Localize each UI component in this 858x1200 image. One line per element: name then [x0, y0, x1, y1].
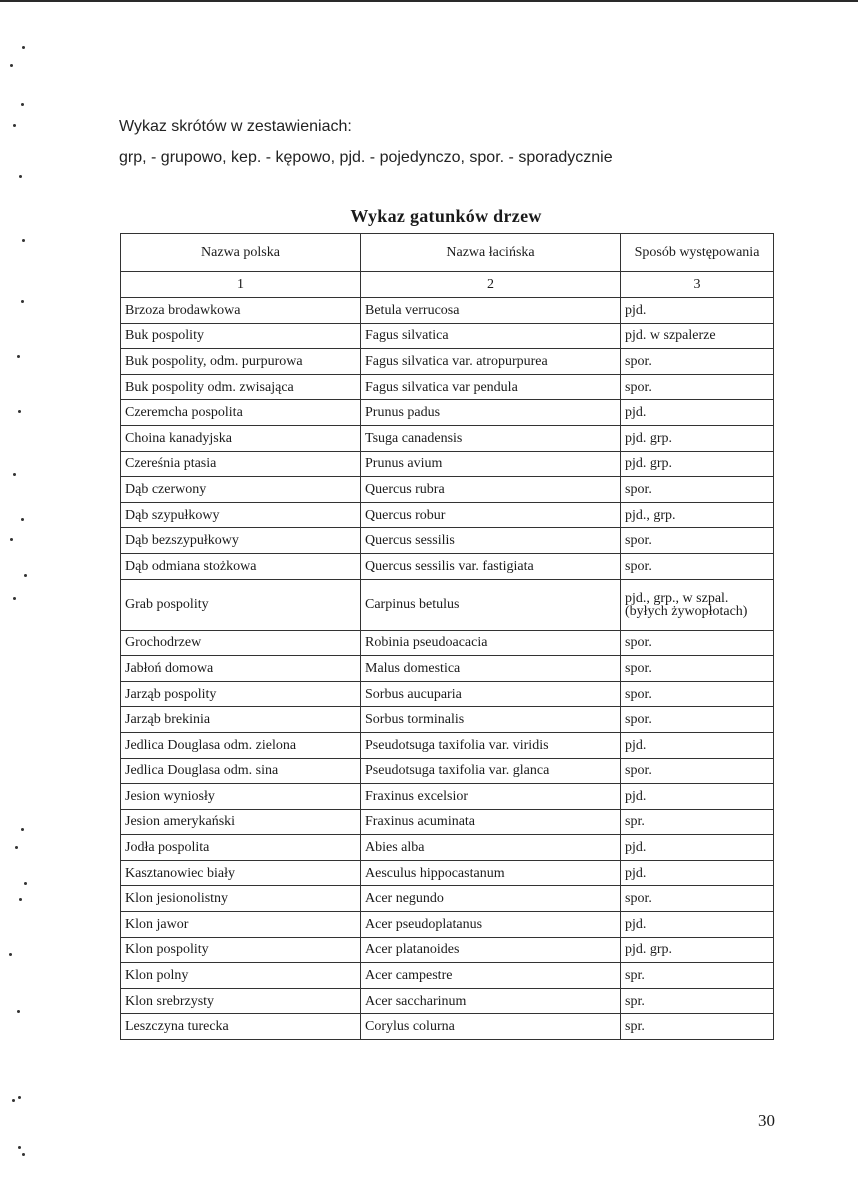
abbreviations-title: Wykaz skrótów w zestawieniach:	[119, 118, 352, 135]
scan-speck	[21, 300, 24, 303]
scan-speck	[17, 355, 20, 358]
polish-name-cell: Buk pospolity odm. zwisająca	[121, 374, 361, 400]
polish-name-cell: Jabłoń domowa	[121, 656, 361, 682]
species-table	[120, 233, 774, 1040]
table-row	[121, 400, 774, 426]
polish-name-cell: Buk pospolity	[121, 323, 361, 349]
occurrence-cell: pjd.	[621, 835, 774, 861]
column-number-row	[121, 272, 774, 298]
occurrence-cell: pjd. w szpalerze	[621, 323, 774, 349]
occurrence-cell: pjd. grp.	[621, 451, 774, 477]
polish-name-cell: Klon polny	[121, 963, 361, 989]
latin-name-cell: Quercus sessilis var. fastigiata	[361, 553, 621, 579]
polish-name-cell: Dąb szypułkowy	[121, 502, 361, 528]
latin-name-cell: Pseudotsuga taxifolia var. glanca	[361, 758, 621, 784]
polish-name-cell: Czereśnia ptasia	[121, 451, 361, 477]
column-number: 3	[621, 272, 774, 298]
polish-name-cell: Jedlica Douglasa odm. sina	[121, 758, 361, 784]
table-row	[121, 298, 774, 324]
scan-speck	[13, 597, 16, 600]
scan-speck	[24, 574, 27, 577]
occurrence-cell: pjd.	[621, 912, 774, 938]
latin-name-cell: Malus domestica	[361, 656, 621, 682]
polish-name-cell: Grochodrzew	[121, 630, 361, 656]
page-number: 30	[758, 1111, 775, 1130]
latin-name-cell: Fraxinus excelsior	[361, 784, 621, 810]
occurrence-cell: spor.	[621, 886, 774, 912]
table-row	[121, 349, 774, 375]
scan-speck	[21, 518, 24, 521]
scan-speck	[18, 1096, 21, 1099]
polish-name-cell: Leszczyna turecka	[121, 1014, 361, 1040]
table-row	[121, 681, 774, 707]
table-row	[121, 835, 774, 861]
occurrence-cell: spor.	[621, 707, 774, 733]
table-row	[121, 502, 774, 528]
scan-speck	[22, 1153, 25, 1156]
latin-name-cell: Acer campestre	[361, 963, 621, 989]
polish-name-cell: Brzoza brodawkowa	[121, 298, 361, 324]
table-row	[121, 553, 774, 579]
latin-name-cell: Quercus rubra	[361, 477, 621, 503]
polish-name-cell: Jarząb brekinia	[121, 707, 361, 733]
latin-name-cell: Corylus colurna	[361, 1014, 621, 1040]
occurrence-cell: pjd., grp., w szpal. (byłych żywopłotach)	[621, 579, 774, 630]
latin-name-cell: Abies alba	[361, 835, 621, 861]
scan-speck	[19, 898, 22, 901]
latin-name-cell: Acer pseudoplatanus	[361, 912, 621, 938]
table-row	[121, 988, 774, 1014]
latin-name-cell: Acer negundo	[361, 886, 621, 912]
scan-speck	[9, 953, 12, 956]
occurrence-cell: pjd.	[621, 400, 774, 426]
table-row	[121, 451, 774, 477]
polish-name-cell: Klon jawor	[121, 912, 361, 938]
polish-name-cell: Dąb czerwony	[121, 477, 361, 503]
occurrence-cell: pjd.	[621, 732, 774, 758]
scan-speck	[21, 103, 24, 106]
table-row	[121, 425, 774, 451]
scan-speck	[12, 1099, 15, 1102]
latin-name-cell: Quercus robur	[361, 502, 621, 528]
latin-name-cell: Acer saccharinum	[361, 988, 621, 1014]
polish-name-cell: Czeremcha pospolita	[121, 400, 361, 426]
table-row	[121, 579, 774, 630]
table-row	[121, 732, 774, 758]
occurrence-cell: pjd. grp.	[621, 425, 774, 451]
header-latin-name: Nazwa łacińska	[361, 234, 621, 272]
occurrence-cell: pjd.	[621, 298, 774, 324]
latin-name-cell: Betula verrucosa	[361, 298, 621, 324]
table-row	[121, 886, 774, 912]
polish-name-cell: Grab pospolity	[121, 579, 361, 630]
occurrence-cell: spor.	[621, 374, 774, 400]
scan-speck	[22, 46, 25, 49]
scan-speck	[18, 410, 21, 413]
header-polish-name: Nazwa polska	[121, 234, 361, 272]
scan-speck	[22, 239, 25, 242]
occurrence-cell: spor.	[621, 553, 774, 579]
column-number: 1	[121, 272, 361, 298]
occurrence-cell: spr.	[621, 1014, 774, 1040]
polish-name-cell: Jesion amerykański	[121, 809, 361, 835]
occurrence-cell: spor.	[621, 630, 774, 656]
occurrence-cell: spor.	[621, 681, 774, 707]
polish-name-cell: Dąb odmiana stożkowa	[121, 553, 361, 579]
table-header-row	[121, 234, 774, 272]
latin-name-cell: Pseudotsuga taxifolia var. viridis	[361, 732, 621, 758]
scan-speck	[19, 175, 22, 178]
scan-speck	[24, 882, 27, 885]
table-row	[121, 323, 774, 349]
table-row	[121, 937, 774, 963]
table-row	[121, 860, 774, 886]
table-row	[121, 758, 774, 784]
occurrence-cell: spr.	[621, 963, 774, 989]
latin-name-cell: Prunus padus	[361, 400, 621, 426]
table-row	[121, 528, 774, 554]
occurrence-cell: pjd.	[621, 784, 774, 810]
species-table-body	[121, 298, 774, 1040]
occurrence-cell: pjd., grp.	[621, 502, 774, 528]
polish-name-cell: Jodła pospolita	[121, 835, 361, 861]
latin-name-cell: Sorbus torminalis	[361, 707, 621, 733]
latin-name-cell: Tsuga canadensis	[361, 425, 621, 451]
occurrence-cell: pjd.	[621, 860, 774, 886]
scan-top-edge	[0, 0, 858, 2]
polish-name-cell: Kasztanowiec biały	[121, 860, 361, 886]
occurrence-cell: spr.	[621, 988, 774, 1014]
latin-name-cell: Fagus silvatica	[361, 323, 621, 349]
latin-name-cell: Acer platanoides	[361, 937, 621, 963]
occurrence-cell: spor.	[621, 656, 774, 682]
scan-speck	[13, 124, 16, 127]
table-row	[121, 1014, 774, 1040]
latin-name-cell: Fagus silvatica var. atropurpurea	[361, 349, 621, 375]
header-occurrence: Sposób występowania	[621, 234, 774, 272]
occurrence-cell: spor.	[621, 477, 774, 503]
scan-speck	[18, 1146, 21, 1149]
table-row	[121, 707, 774, 733]
polish-name-cell: Jarząb pospolity	[121, 681, 361, 707]
polish-name-cell: Dąb bezszypułkowy	[121, 528, 361, 554]
table-row	[121, 784, 774, 810]
scan-speck	[15, 846, 18, 849]
latin-name-cell: Carpinus betulus	[361, 579, 621, 630]
polish-name-cell: Jesion wyniosły	[121, 784, 361, 810]
table-row	[121, 374, 774, 400]
latin-name-cell: Sorbus aucuparia	[361, 681, 621, 707]
latin-name-cell: Prunus avium	[361, 451, 621, 477]
latin-name-cell: Quercus sessilis	[361, 528, 621, 554]
table-row	[121, 477, 774, 503]
polish-name-cell: Klon srebrzysty	[121, 988, 361, 1014]
table-row	[121, 912, 774, 938]
latin-name-cell: Aesculus hippocastanum	[361, 860, 621, 886]
polish-name-cell: Klon pospolity	[121, 937, 361, 963]
latin-name-cell: Fraxinus acuminata	[361, 809, 621, 835]
column-number: 2	[361, 272, 621, 298]
table-row	[121, 630, 774, 656]
table-title: Wykaz gatunków drzew	[350, 206, 542, 226]
abbreviations-legend: grp, - grupowo, kep. - kępowo, pjd. - pojedynczo, spor. - sporadycznie	[119, 149, 613, 166]
scan-speck	[13, 473, 16, 476]
polish-name-cell: Klon jesionolistny	[121, 886, 361, 912]
occurrence-cell: spor.	[621, 758, 774, 784]
occurrence-cell: spr.	[621, 809, 774, 835]
latin-name-cell: Fagus silvatica var pendula	[361, 374, 621, 400]
scan-speck	[10, 64, 13, 67]
occurrence-cell: spor.	[621, 528, 774, 554]
scan-speck	[10, 538, 13, 541]
polish-name-cell: Choina kanadyjska	[121, 425, 361, 451]
polish-name-cell: Buk pospolity, odm. purpurowa	[121, 349, 361, 375]
occurrence-cell: spor.	[621, 349, 774, 375]
scan-speck	[17, 1010, 20, 1013]
table-row	[121, 963, 774, 989]
scan-speck	[21, 828, 24, 831]
table-row	[121, 809, 774, 835]
latin-name-cell: Robinia pseudoacacia	[361, 630, 621, 656]
table-row	[121, 656, 774, 682]
occurrence-cell: pjd. grp.	[621, 937, 774, 963]
polish-name-cell: Jedlica Douglasa odm. zielona	[121, 732, 361, 758]
